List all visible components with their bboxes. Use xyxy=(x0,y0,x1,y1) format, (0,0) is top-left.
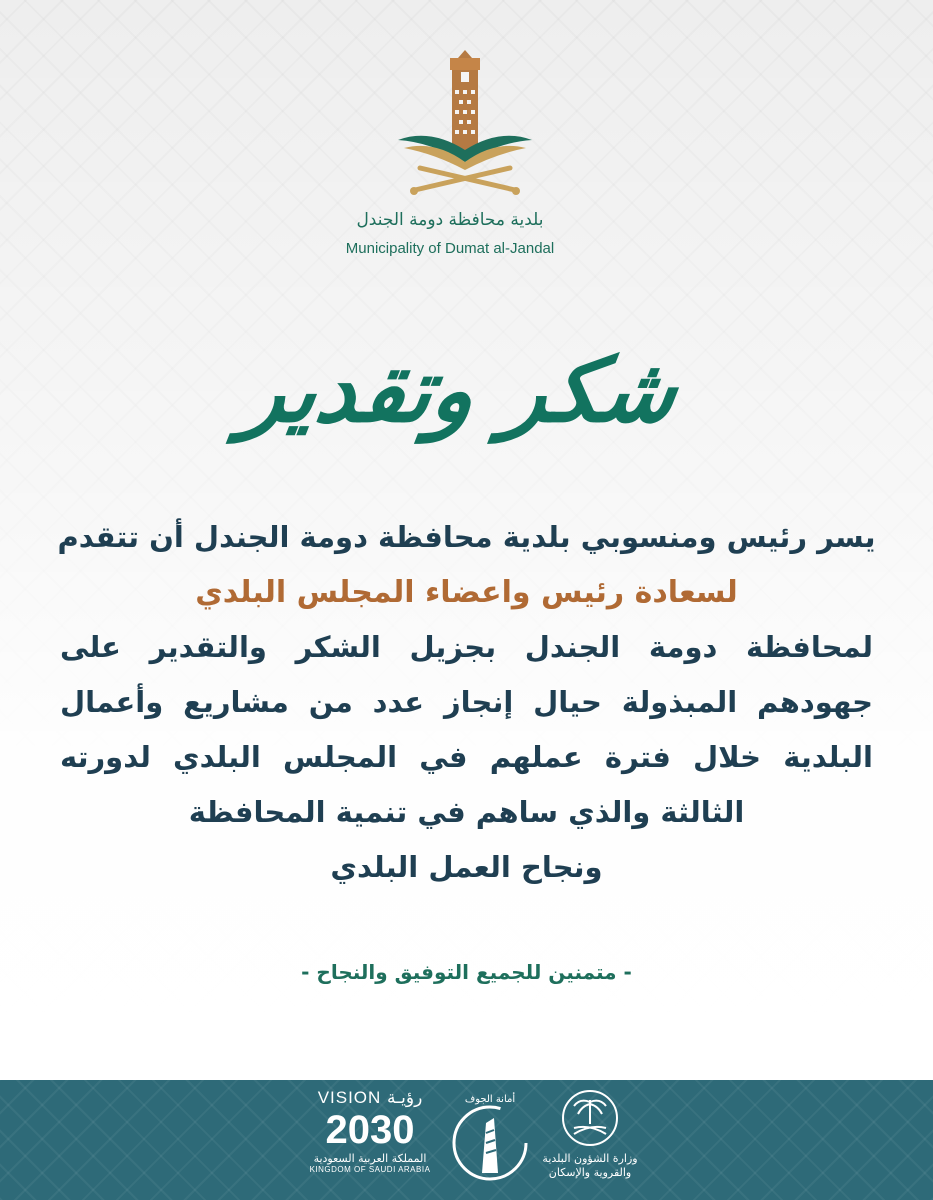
message-line: ونجاح العمل البلدي xyxy=(330,850,603,884)
org-name-arabic: بلدية محافظة دومة الجندل xyxy=(356,210,544,230)
message-line: جهودهم المبذولة حيال إنجاز عدد من مشاريع وأعمال xyxy=(60,685,873,719)
municipality-logo xyxy=(390,50,540,210)
palm-swords-icon xyxy=(560,1088,620,1148)
closing-wish: - متمنين للجميع التوفيق والنجاح - xyxy=(301,960,632,984)
amanah-logo xyxy=(440,1088,540,1188)
org-name-english: Municipality of Dumat al-Jandal xyxy=(345,240,555,257)
ministry-logo xyxy=(530,1088,650,1180)
amanah-label: أمانة الجوف xyxy=(464,1094,516,1105)
message-line: لمحافظة دومة الجندل بجزيل الشكر والتقدير على xyxy=(60,630,873,664)
calligraphy-title xyxy=(160,320,760,460)
title-text: شكر وتقدير xyxy=(236,338,684,442)
vision-label: VISION رؤيـة xyxy=(317,1088,423,1107)
ministry-name-line1: وزارة الشؤون البلدية xyxy=(542,1152,638,1165)
message-line: يسر رئيس ومنسوبي بلدية محافظة دومة الجندل أن تتقدم xyxy=(57,520,876,554)
message-body xyxy=(20,510,913,895)
message-line: الثالثة والذي ساهم في تنمية المحافظة xyxy=(188,795,745,829)
vision-year: 2030 xyxy=(325,1108,415,1152)
vision-kingdom-en: KINGDOM OF SAUDI ARABIA xyxy=(309,1165,431,1174)
footer-bar xyxy=(0,1080,933,1200)
vision-2030-logo xyxy=(300,1088,440,1174)
vision-kingdom-ar: المملكة العربية السعودية xyxy=(313,1152,427,1165)
message-line: البلدية خلال فترة عملهم في المجلس البلدي لدورته xyxy=(60,740,873,774)
message-line-highlight: لسعادة رئيس واعضاء المجلس البلدي xyxy=(195,575,738,610)
ministry-name-line2: والقروية والإسكان xyxy=(548,1166,632,1179)
